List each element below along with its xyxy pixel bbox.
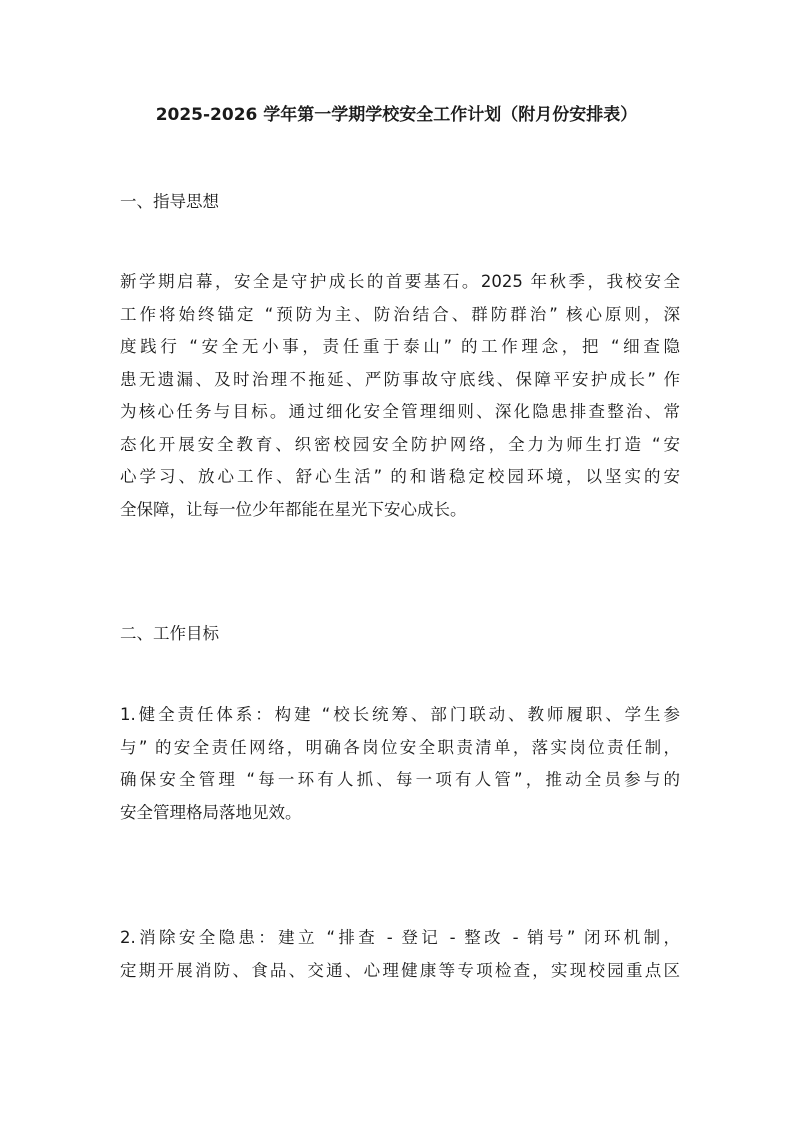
paragraph-line: 1.健全责任体系：构建 “校长统筹、部门联动、教师履职、学生参 [120,705,680,724]
paragraph-line: 心学习、放心工作、舒心生活” 的和谐稳定校园环境，以坚实的安 [120,467,680,486]
paragraph-line: 安全管理格局落地见效。 [120,802,302,822]
paragraph-line: 2.消除安全隐患：建立 “排查 - 登记 - 整改 - 销号” 闭环机制， [120,928,680,947]
paragraph-line: 为核心任务与目标。通过细化安全管理细则、深化隐患排查整治、常 [120,402,680,421]
document-title: 2025-2026 学年第一学期学校安全工作计划（附月份安排表） [155,105,638,125]
paragraph-line: 全保障，让每一位少年都能在星光下安心成长。 [120,499,467,519]
paragraph-goal-2 [120,922,680,987]
paragraph-line: 态化开展安全教育、织密校园安全防护网络，全力为师生打造 “安 [120,434,680,454]
paragraph-goal-1 [120,699,680,829]
paragraph-line: 定期开展消防、食品、交通、心理健康等专项检查，实现校园重点区 [120,960,680,980]
paragraph-line: 患无遗漏、及时治理不拖延、严防事故守底线、保障平安护成长” 作 [120,369,680,389]
paragraph-line: 度践行 “安全无小事，责任重于泰山” 的工作理念，把 “细查隐 [120,337,680,356]
paragraph-line: 工作将始终锚定 “预防为主、防治结合、群防群治” 核心原则，深 [120,304,680,324]
section-heading-work-goals: 二、工作目标 [120,624,219,643]
paragraph-line: 与” 的安全责任网络，明确各岗位安全职责清单，落实岗位责任制， [120,737,680,757]
paragraph-guiding-ideology [120,266,680,526]
section-heading-guiding-ideology: 一、指导思想 [120,192,219,211]
paragraph-line: 新学期启幕，安全是守护成长的首要基石。2025 年秋季，我校安全 [120,272,680,291]
paragraph-line: 确保安全管理 “每一环有人抓、每一项有人管”，推动全员参与的 [120,770,680,789]
